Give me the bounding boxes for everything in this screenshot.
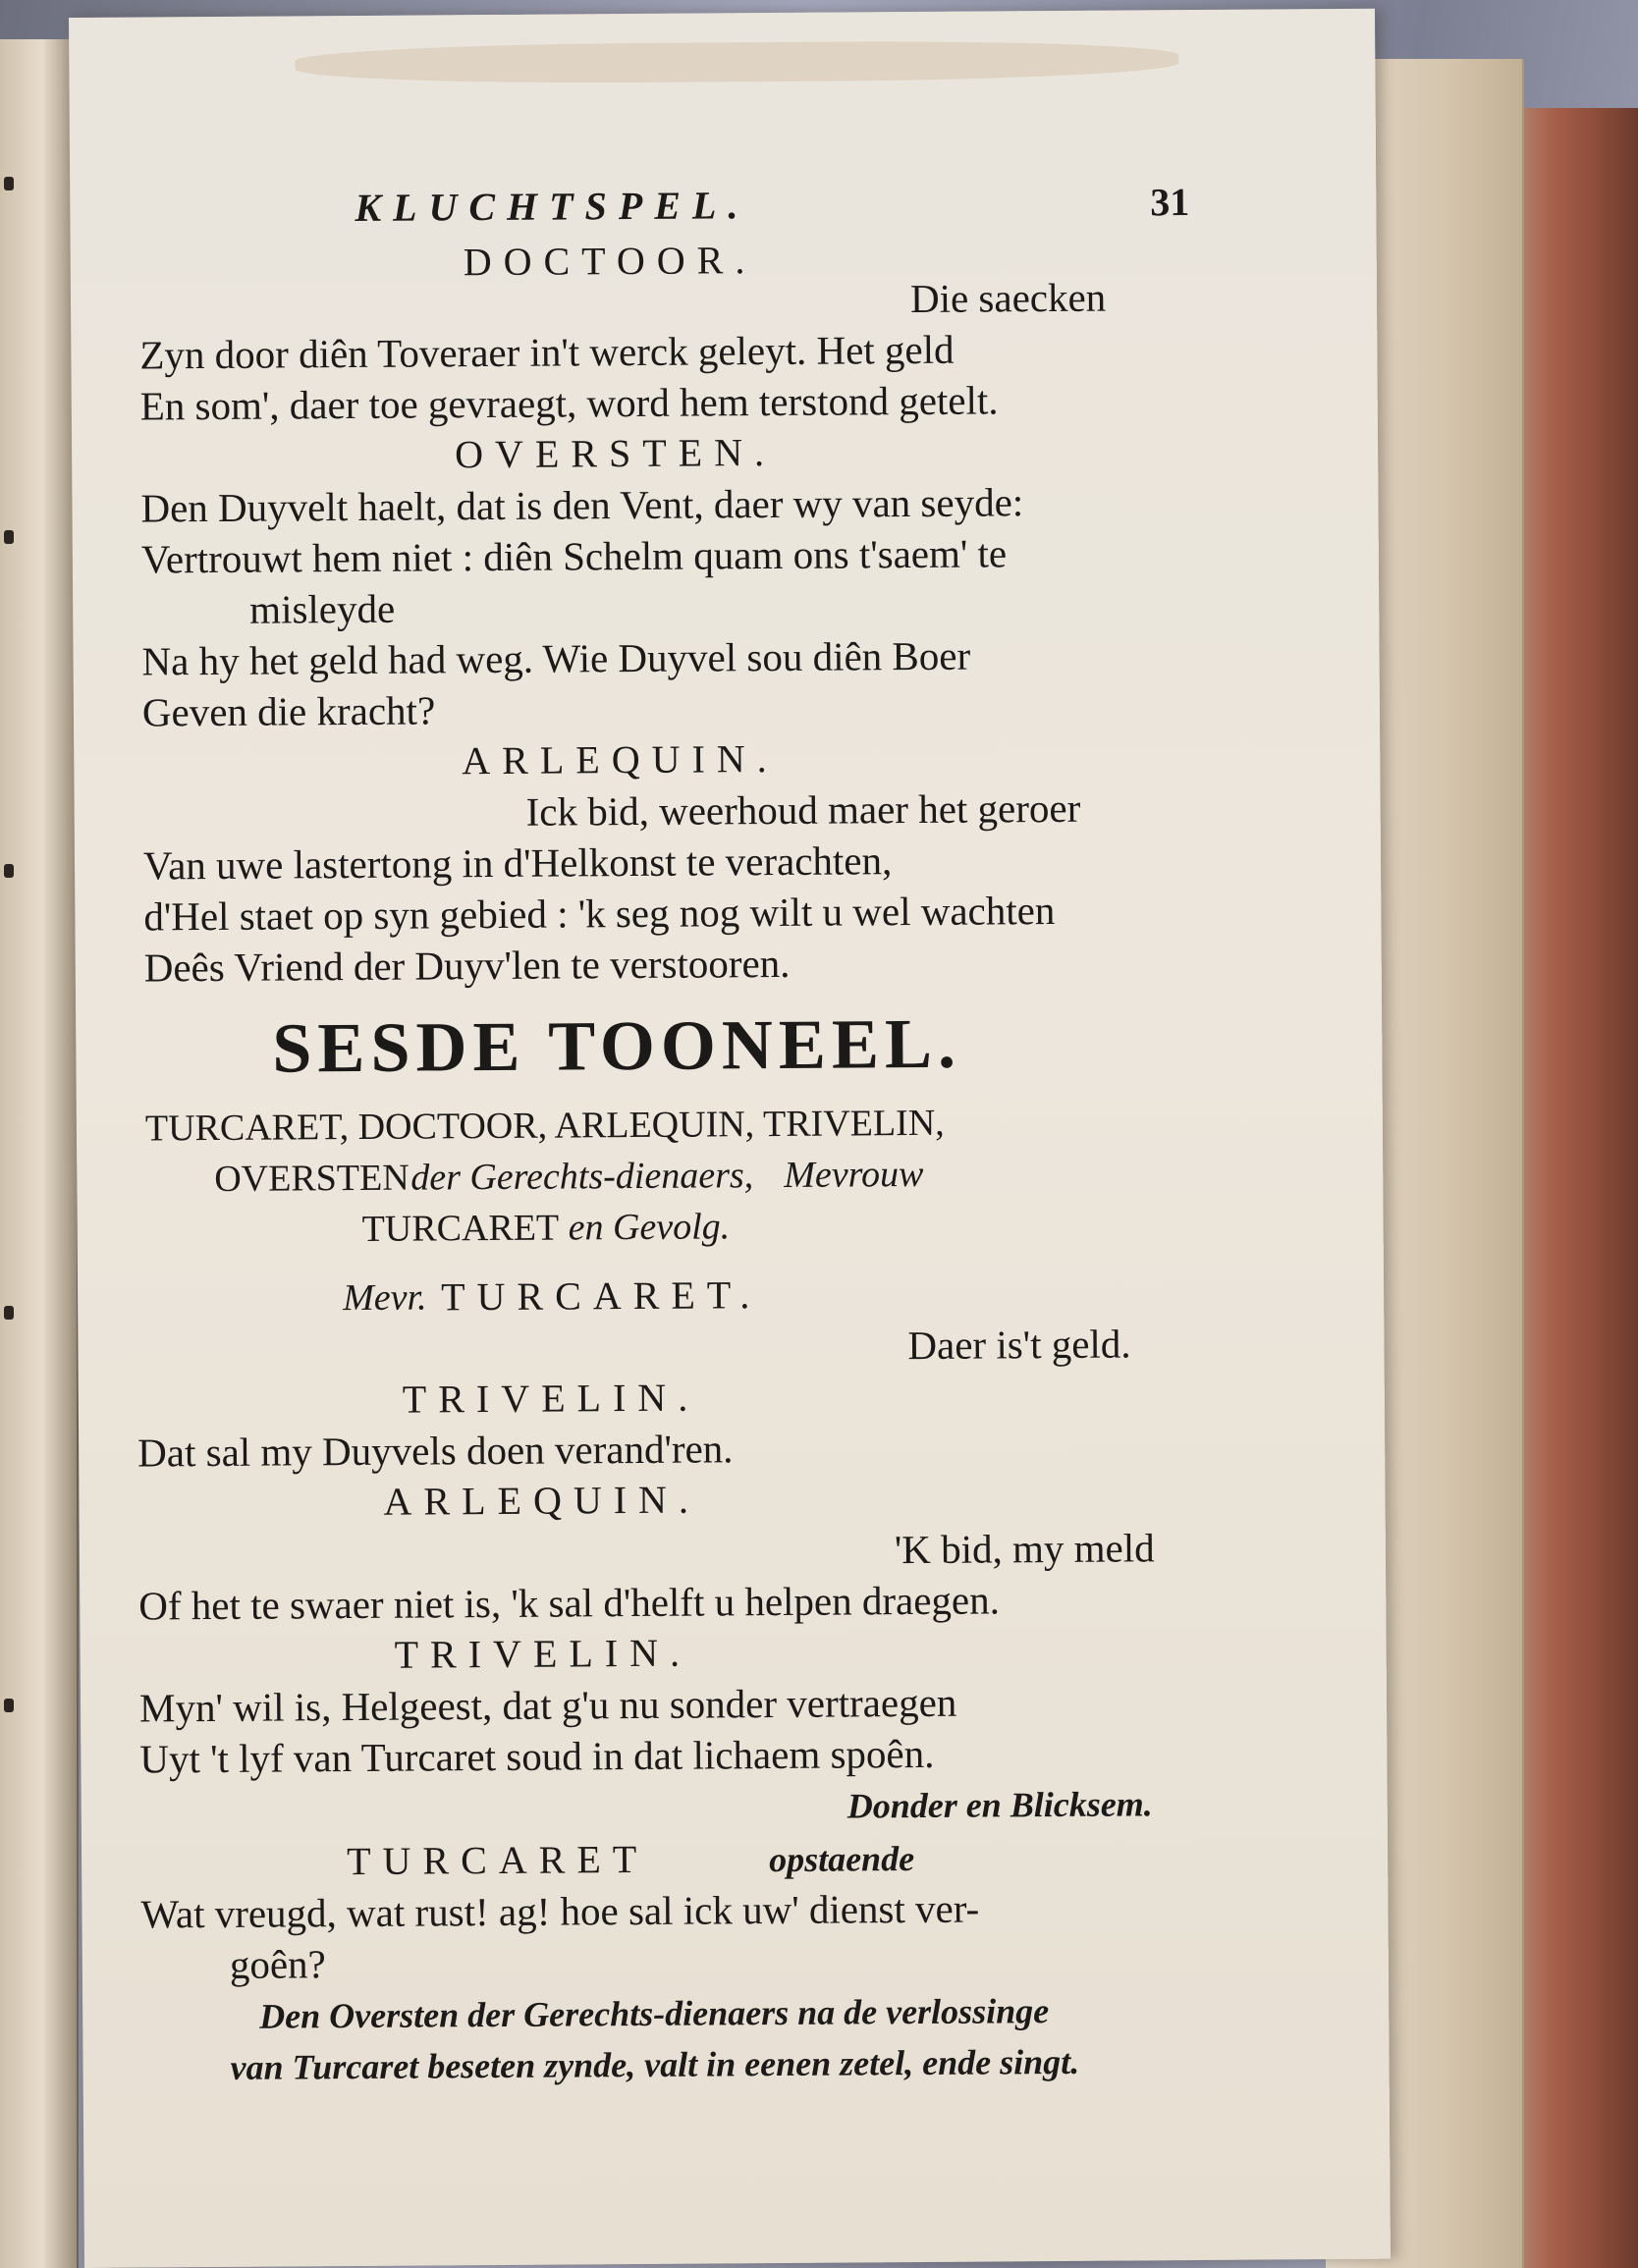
cast-list-note: en Gevolg. <box>568 1206 731 1249</box>
speaker-label: DOCTOOR. <box>463 238 757 285</box>
print-mark <box>4 530 14 544</box>
stage-direction: Donder en Blicksem. <box>846 1784 1153 1826</box>
book-page <box>69 9 1391 2268</box>
verse-line: Wat vreugd, wat rust! ag! hoe sal ick uw' dienst ver- <box>140 1885 980 1937</box>
speaker-label: TRIVELIN. <box>402 1375 700 1422</box>
verse-line: Myn' wil is, Helgeest, dat g'u nu sonder vertraegen <box>138 1679 957 1731</box>
verse-line: Van uwe lastertong in d'Helkonst te verachten, <box>142 837 893 889</box>
cast-list-note: Mevrouw <box>784 1153 924 1196</box>
page-number: 31 <box>1150 180 1190 225</box>
cast-list-note: der Gerechts-dienaers, <box>410 1155 754 1199</box>
verse-line: Vertrouwt hem niet : diên Schelm quam ons t'saem' te <box>140 530 1008 582</box>
speaker-label: TURCARET <box>346 1836 649 1884</box>
verse-line: Ick bid, weerhoud maer het geroer <box>525 784 1081 835</box>
verse-line: Na hy het geld had weg. Wie Duyvel sou diên Boer <box>141 632 971 684</box>
verse-line: Zyn door diên Toveraer in't werck geleyt. Het geld <box>139 326 955 378</box>
stage-direction: opstaende <box>768 1839 915 1880</box>
running-head: KLUCHTSPEL. <box>355 183 750 230</box>
print-mark <box>4 1699 14 1712</box>
cast-list: TURCARET, DOCTOOR, ARLEQUIN, TRIVELIN, <box>144 1102 945 1150</box>
speaker-label: TRIVELIN. <box>394 1630 692 1677</box>
speaker-label: ARLEQUIN. <box>383 1477 701 1524</box>
scene-heading: SESDE TOONEEL. <box>272 1003 962 1088</box>
verse-line: 'K bid, my meld <box>894 1525 1155 1573</box>
verse-line: Of het te swaer niet is, 'k sal d'helft u helpen draegen. <box>138 1577 1001 1629</box>
print-mark <box>4 864 14 878</box>
verse-line: Die saecken <box>909 274 1107 322</box>
stage-direction: Den Oversten der Gerechts-dienaers na de verlossinge <box>259 1991 1050 2036</box>
verse-line: Uyt 't lyf van Turcaret soud in dat lichaem spoên. <box>139 1730 935 1782</box>
verse-line: Den Duyvelt haelt, dat is den Vent, daer wy van seyde: <box>140 479 1024 531</box>
verse-line: goên? <box>229 1941 326 1987</box>
verse-line: misleyde <box>249 585 396 632</box>
verse-line: Deês Vriend der Duyv'len te verstooren. <box>143 940 791 991</box>
cast-list-name: TURCARET <box>361 1207 560 1250</box>
speaker-label: OVERSTEN. <box>454 429 777 477</box>
verse-line: En som', daer toe gevraegt, word hem terstond getelt. <box>139 377 999 429</box>
left-page-edge <box>0 39 79 2268</box>
verse-line: Daer is't geld. <box>907 1321 1131 1369</box>
speaker-label: ARLEQUIN. <box>462 735 779 783</box>
print-mark <box>4 1306 14 1320</box>
print-mark <box>4 177 14 190</box>
speaker-label: TURCARET. <box>440 1272 762 1320</box>
verse-line: Dat sal my Duyvels doen verand'ren. <box>137 1426 734 1476</box>
cast-list-name: OVERSTEN <box>214 1157 410 1200</box>
page-stain <box>295 39 1178 84</box>
speaker-title: Mevr. <box>342 1276 427 1320</box>
stage-direction: van Turcaret beseten zynde, valt in eenen zetel, ende singt. <box>230 2041 1080 2087</box>
verse-line: d'Hel staet op syn gebied : 'k seg nog wilt u wel wachten <box>143 888 1056 940</box>
verse-line: Geven die kracht? <box>141 687 436 735</box>
